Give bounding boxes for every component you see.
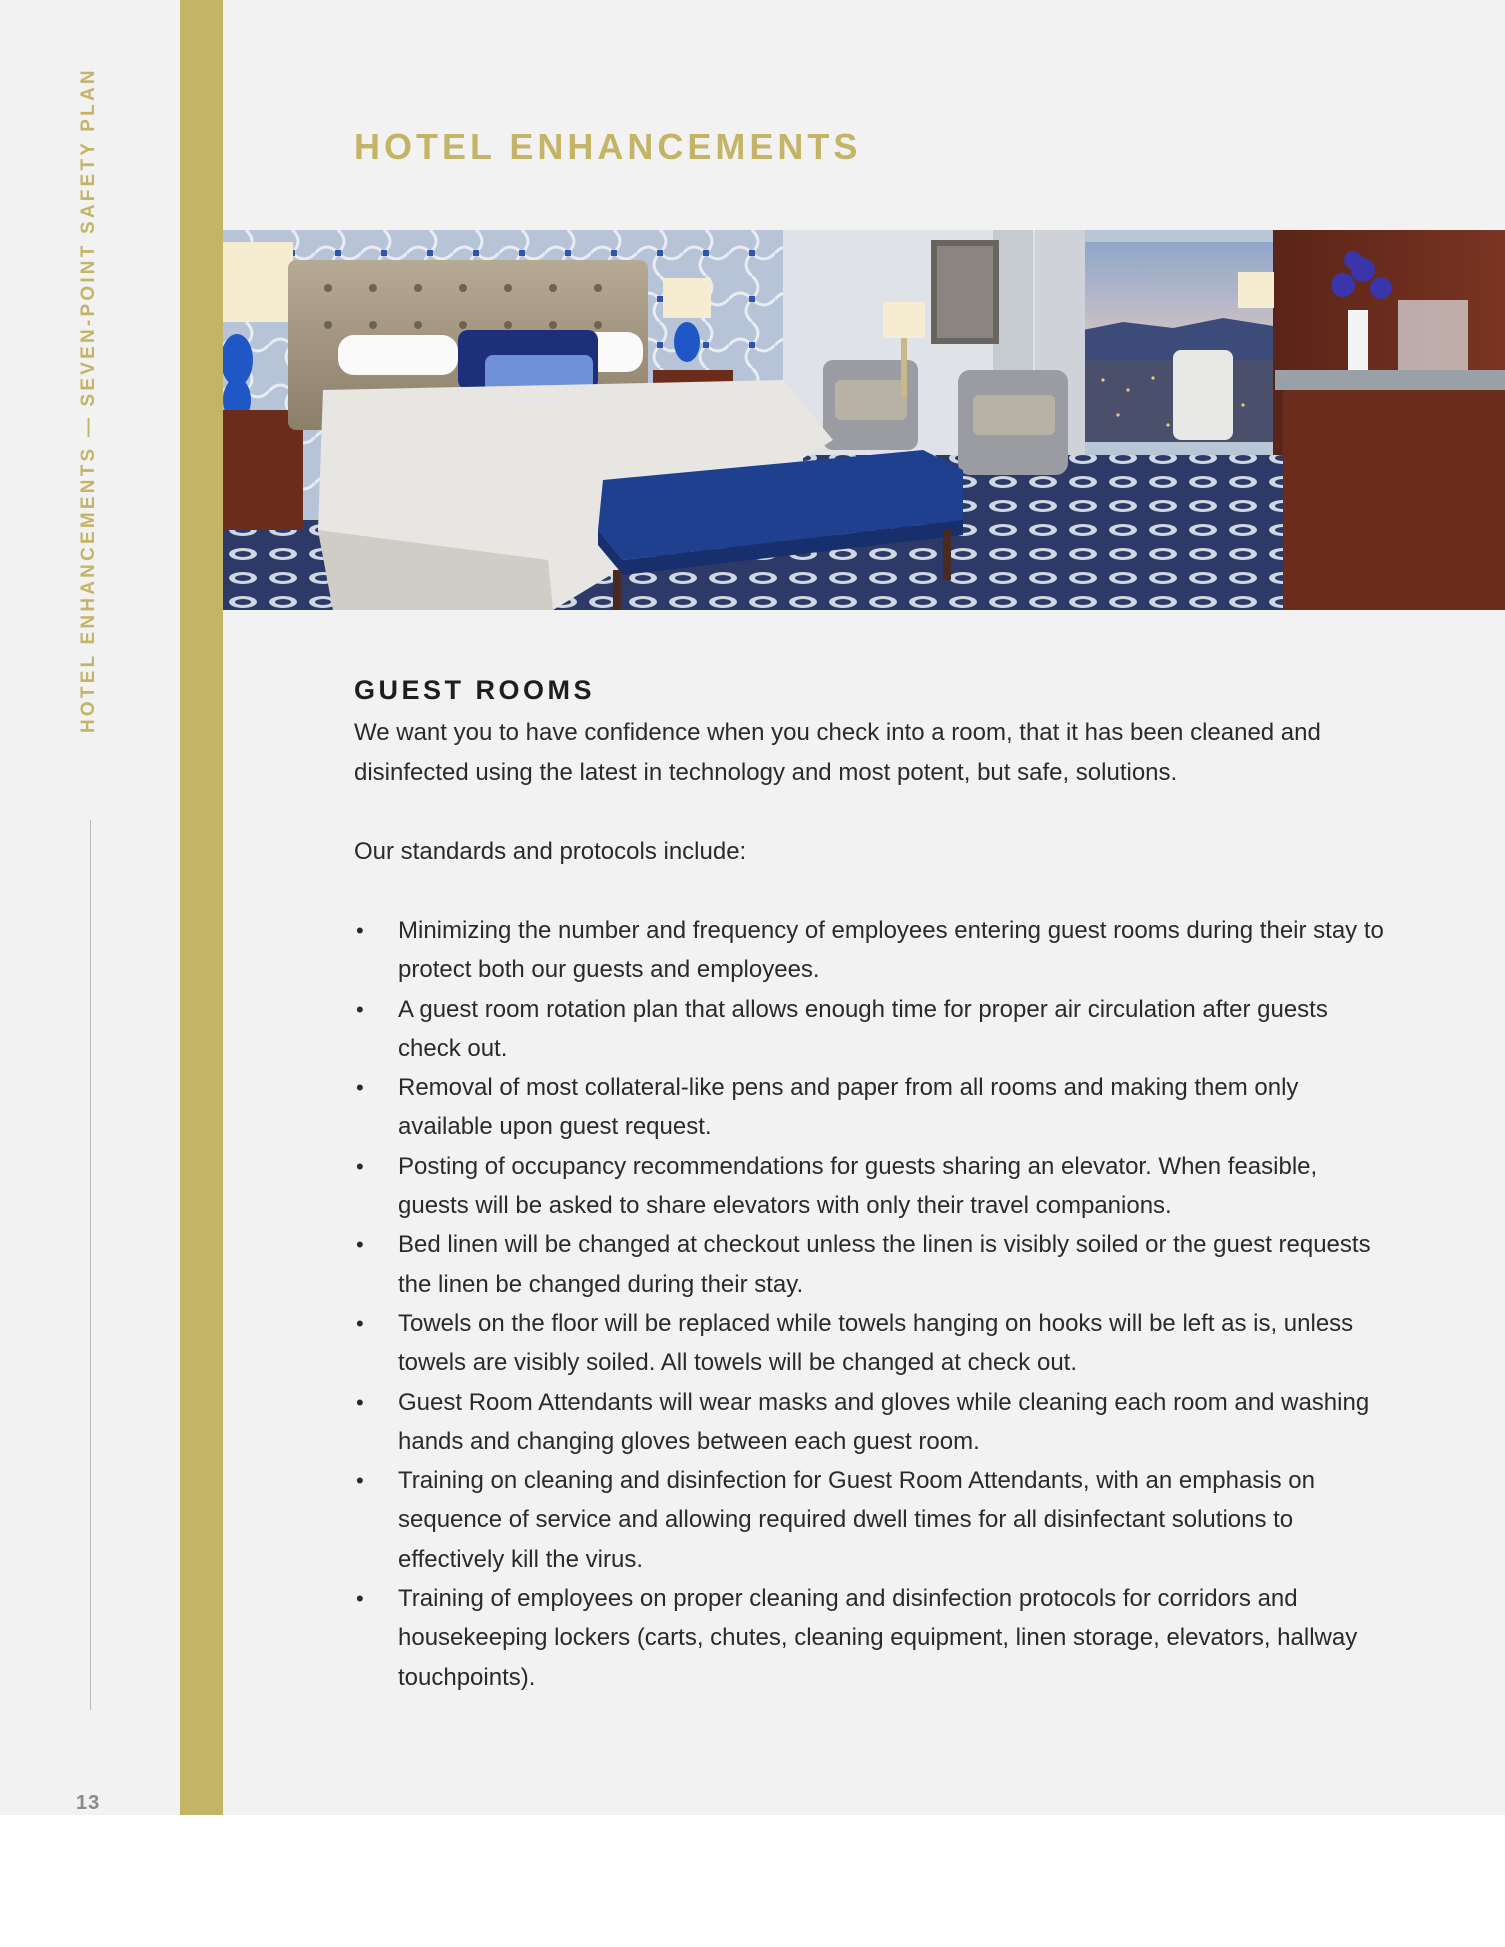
vertical-label-text: HOTEL ENHANCEMENTS — SEVEN-POINT SAFETY PLAN: [78, 67, 99, 733]
intro-paragraph: We want you to have confidence when you check into a room, that it has been cleaned and disinfected using the latest in technology and most potent, but safe, solutions.: [354, 719, 1321, 786]
list-item-text: Towels on the floor will be replaced while towels hanging on hooks will be left as is, unless towels are visibly soiled. All towels will be changed at check out.: [398, 1309, 1354, 1377]
list-item-text: A guest room rotation plan that allows enough time for proper air circulation after guests check out.: [398, 995, 1328, 1062]
bullet-icon: •: [356, 1586, 364, 1612]
bullet-icon: •: [356, 1389, 364, 1415]
bullet-icon: •: [356, 1153, 364, 1179]
list-item-text: Training on cleaning and disinfection for Guest Room Attendants, with an emphasis on sequence of service and allowing required dwell times for all disinfectant solutions to effectively kill the virus.: [398, 1467, 1315, 1573]
list-item-text: Bed linen will be changed at checkout unless the linen is visibly soiled or the guest requests the linen be changed during their stay.: [398, 1231, 1371, 1298]
list-item: [354, 1461, 1394, 1579]
list-item-text: Posting of occupancy recommendations for guests sharing an elevator. When feasible, guests will be asked to share elevators with only their travel companions.: [398, 1152, 1318, 1220]
list-item: [354, 1068, 1394, 1147]
list-item-text: Minimizing the number and frequency of employees entering guest rooms during their stay to protect both our guests and employees.: [398, 917, 1384, 984]
list-item: [354, 1147, 1394, 1226]
list-item: [354, 1383, 1394, 1462]
list-item-text: Guest Room Attendants will wear masks and gloves while cleaning each room and washing hands and changing gloves between each guest room.: [398, 1388, 1370, 1455]
lead-in-text: Our standards and protocols include:: [354, 838, 747, 865]
protocols-list: [354, 911, 1394, 1697]
list-item: [354, 1225, 1394, 1304]
side-divider-rule: [90, 820, 91, 1710]
gold-accent-bar: [180, 0, 223, 1815]
hero-image: [223, 230, 1505, 610]
hotel-room-photo: [223, 230, 1505, 610]
bullet-icon: •: [356, 1468, 364, 1494]
page-title: HOTEL ENHANCEMENTS: [354, 126, 862, 167]
bullet-icon: •: [356, 996, 364, 1022]
bullet-icon: •: [356, 1310, 364, 1336]
list-item: [354, 1579, 1394, 1697]
list-item: [354, 990, 1394, 1069]
bullet-icon: •: [356, 1075, 364, 1101]
list-item-text: Training of employees on proper cleaning and disinfection protocols for corridors and housekeeping lockers (carts, chutes, cleaning equipment, linen storage, elevators, hallway touchpoints).: [398, 1585, 1358, 1691]
bullet-icon: •: [356, 918, 364, 943]
list-item: [354, 911, 1394, 990]
bullet-icon: •: [356, 1232, 364, 1258]
list-item-text: Removal of most collateral-like pens and paper from all rooms and making them only available upon guest request.: [398, 1074, 1299, 1141]
page-number: 13: [76, 1792, 101, 1814]
section-heading: GUEST ROOMS: [354, 675, 596, 705]
list-item: [354, 1304, 1394, 1383]
